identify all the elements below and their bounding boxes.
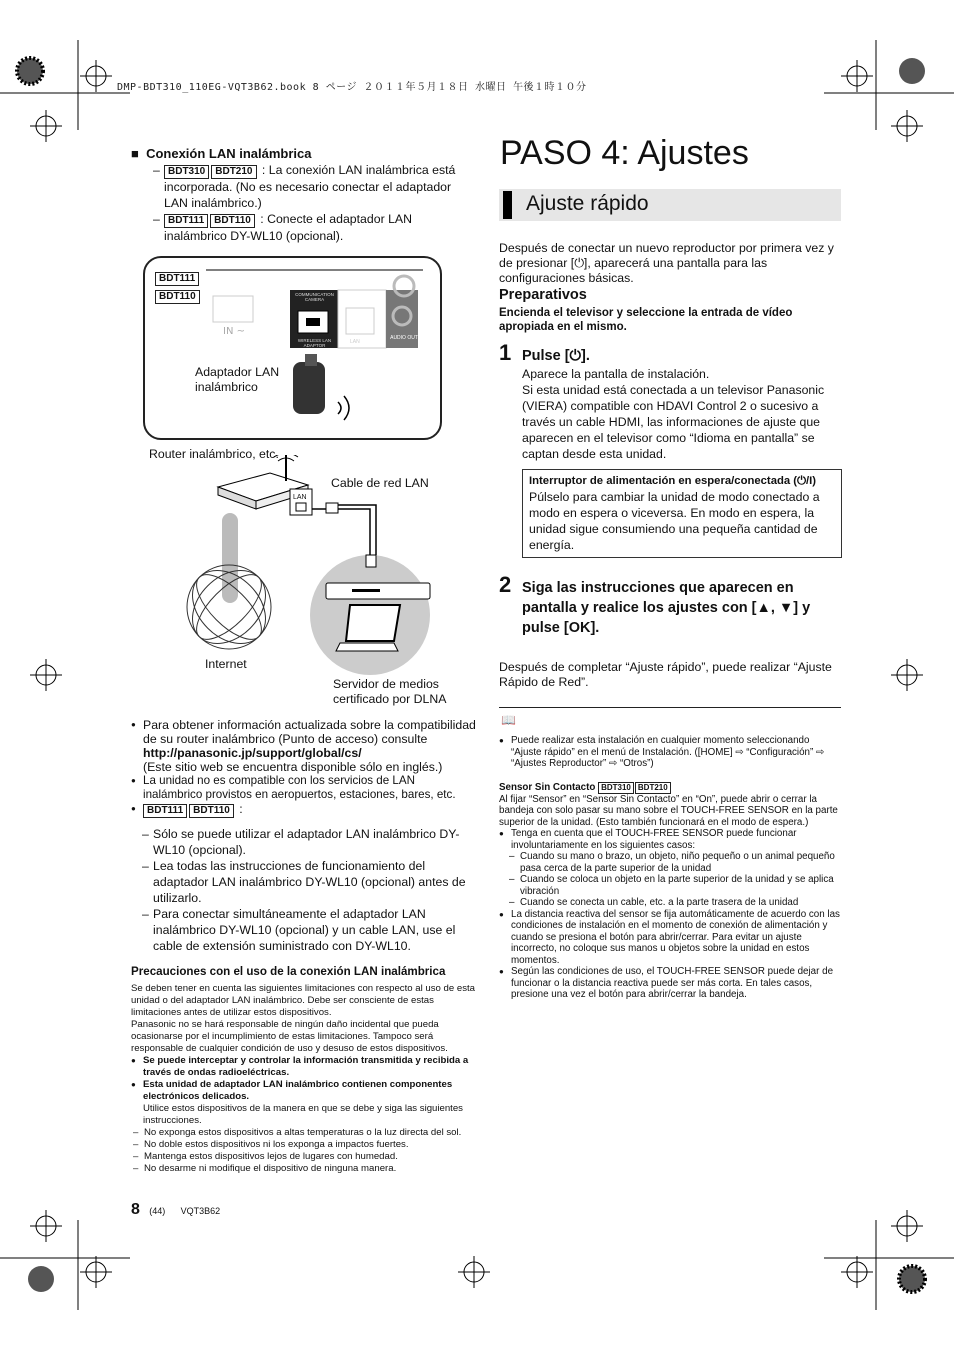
page-sub: (44) (149, 1206, 166, 1216)
note-item: ● Tenga en cuenta que el TOUCH-FREE SENSOR puede funcionar involuntariamente en los siguientes casos: (499, 828, 841, 851)
divider (499, 707, 841, 708)
step-body: Si esta unidad está conectada a un televisor Panasonic (VIERA) compatible con HDAVI Control 2 o sucesivo a través un cable HDMI, las informaciones de ajuste que aparecen en el televisor como “Idioma en pantalla” se captan desde esta unidad. (522, 383, 825, 461)
square-bullet-icon: ■ (131, 146, 147, 161)
after-text: Después de completar “Ajuste rápido”, puede realizar “Ajuste Rápido de Red”. (499, 660, 832, 689)
step-number: 2 (499, 572, 512, 597)
panel-label-comm: COMMUNICATION CAMERA (295, 292, 334, 302)
list-item: – No desarme ni modifique el dispositivo de ninguna manera. (133, 1163, 476, 1175)
internet-label: Internet (205, 657, 247, 671)
model-badge: BDT110 (155, 290, 200, 304)
panel-label-lan: LAN (350, 339, 360, 345)
file-header: DMP-BDT310_110EG-VQT3B62.book 8 ページ ２０１１年５月１８日 水曜日 午後１時１０分 (117, 82, 587, 93)
section-title: Conexión LAN inalámbrica (146, 146, 312, 161)
adapter-label: Adaptador LAN inalámbrico (195, 365, 280, 394)
list-item: – Sólo se puede utilizar el adaptador LAN inalámbrico DY-WL10 (opcional). (142, 826, 476, 858)
list-item: ● Esta unidad de adaptador LAN inalámbrico contienen componentes electrónicos delicados. (131, 1079, 476, 1103)
step-heading: Siga las instrucciones que aparecen en pantalla y realice los ajustes con [▲, ▼] y pulse [OK]. (522, 580, 811, 636)
intro-text: Después de conectar un nuevo reproductor por primera vez y de presionar [⏻], aparecerá una pantalla para las configuraciones básicas. (499, 241, 834, 285)
model-badge: BDT111 (155, 272, 199, 286)
step-body: Aparece la pantalla de instalación. (522, 367, 710, 381)
list-item: ● BDT111 BDT110 : (131, 802, 476, 818)
router-label: Router inalámbrico, etc. (149, 447, 279, 461)
cable-label: Cable de red LAN (331, 476, 429, 490)
info-box-title: Interruptor de alimentación en espera/conectada (⏻/I) (529, 475, 817, 487)
router-port-label: LAN (293, 494, 307, 501)
subtitle-marker (503, 191, 512, 219)
precautions-title: Precauciones con el uso de la conexión LAN inalámbrica (131, 965, 446, 978)
list-item: ● La unidad no es compatible con los servicios de LAN inalámbrico provistos en aeropuertos, estaciones, bares, etc. (131, 774, 476, 802)
note-item: ● Puede realizar esta instalación en cualquier momento seleccionando “Ajuste rápido” en el menú de Instalación. ([HOME] ⇨ “Configuración” ⇨ “Ajustes Reproductor” ⇨ “Otros”) (499, 735, 841, 770)
book-note-icon: 📖 (501, 713, 516, 727)
step-heading: Pulse [⏻]. (522, 348, 590, 364)
list-item: – No exponga estos dispositivos a altas temperaturas o la luz directa del sol. (133, 1127, 476, 1139)
server-label: Servidor de medios certificado por DLNA (333, 677, 447, 706)
list-item: – Para conectar simultáneamente el adaptador LAN inalámbrico DY-WL10 (opcional) y un cable LAN, use el cable de extensión suministrado con DY-WL10. (142, 906, 476, 954)
sensor-title: Sensor Sin Contacto BDT310 BDT210 (499, 782, 841, 794)
prep-title: Preparativos (499, 287, 587, 303)
subtitle-bar (499, 189, 841, 221)
precautions-paragraph: Se deben tener en cuenta las siguientes limitaciones con respecto al uso de esta unidad o del adaptador LAN inalámbrico. Debe ser consciente de estas limitaciones antes de utilizar estos dispositivos. (131, 983, 475, 1018)
sensor-text: Al fijar “Sensor” en “Sensor Sin Contacto” en “On”, puede abrir o cerrar la bandeja con solo pasar su mano sobre el TOUCH-FREE SENSOR en la parte superior de la unidad. (Esto también funcionará en el modo de espera.) (499, 793, 838, 828)
dash-item: – BDT310 BDT210 : La conexión LAN inalámbrica está incorporada. (No es necesario conectar el adaptador LAN inalámbrico.) (153, 162, 476, 211)
dash-item: – BDT111 BDT110 : Conecte el adaptador LAN inalámbrico DY-WL10 (opcional). (153, 211, 476, 244)
list-item: – Mantenga estos dispositivos lejos de lugares con humedad. (133, 1151, 476, 1163)
prep-text: Encienda el televisor y seleccione la entrada de vídeo apropiada en el mismo. (499, 307, 793, 333)
page-number: 8 (131, 1201, 140, 1218)
precautions-paragraph: Panasonic no se hará responsable de ningún daño incidental que pueda ocasionarse por el incumplimiento de estas limitaciones. Tampoco será responsable de cualquier condición de uso y desuso de estos dispositivos. (131, 1019, 448, 1054)
note-item: – Cuando se coloca un objeto en la parte superior de la unidad y se aplica vibración (509, 874, 841, 897)
svg-text:IN ~: IN ~ (223, 326, 245, 337)
url-note: (Este sitio web se encuentra disponible sólo en inglés.) (143, 760, 443, 774)
info-box-text: Púlselo para cambiar la unidad de modo conectado a modo en espera o viceversa. En modo en espera, la unidad sigue consumiendo una pequeña cantidad de energía. (529, 490, 820, 552)
note-item: ● Según las condiciones de uso, el TOUCH-FREE SENSOR puede dejar de funcionar o la distancia reactiva puede ser más corta. En tales casos, presione una vez el botón para abrir/cerrar la bandeja. (499, 966, 841, 1001)
list-item: ● Se puede interceptar y controlar la información transmitida y recibida a través de ondas radioeléctricas. (131, 1055, 476, 1079)
note-item: – Cuando su mano o brazo, un objeto, niño pequeño o un animal pequeño pasa cerca de la parte superior de la unidad (509, 851, 841, 874)
list-item: – Lea todas las instrucciones de funcionamiento del adaptador LAN inalámbrico DY-WL10 (opcional) antes de utilizarlo. (142, 858, 476, 906)
precautions-paragraph: Utilice estos dispositivos de la manera en que se debe y siga las siguientes instrucciones. (143, 1103, 463, 1126)
panel-label-audio: AUDIO OUT (390, 335, 418, 341)
page-title: PASO 4: Ajustes (500, 134, 749, 172)
list-item: – No doble estos dispositivos ni los exponga a impactos fuertes. (133, 1139, 476, 1151)
note-item: ● La distancia reactiva del sensor se fija automáticamente de acuerdo con las condiciones de instalación en el momento de conexión de alimentación y cuando se presiona el botón para abrir/cerrar. Para evitar un ajuste incorrecto, no coloque sus manos u objetos sobre la unidad en estos momentos. (499, 909, 841, 967)
info-box (522, 469, 842, 558)
note-item: – Cuando se conecta un cable, etc. a la parte trasera de la unidad (509, 897, 841, 909)
section-subtitle: Ajuste rápido (526, 192, 649, 215)
support-url[interactable]: http://panasonic.jp/support/global/cs/ (143, 746, 362, 760)
panel-label-wireless: WIRELESS LAN ADAPTOR (297, 338, 332, 348)
step-number: 1 (499, 340, 512, 365)
rear-panel-illustration (143, 256, 438, 436)
doc-code: VQT3B62 (180, 1206, 221, 1216)
list-item: ● Para obtener información actualizada sobre la compatibilidad de su router inalámbrico (Punto de acceso) consulte (131, 718, 476, 746)
